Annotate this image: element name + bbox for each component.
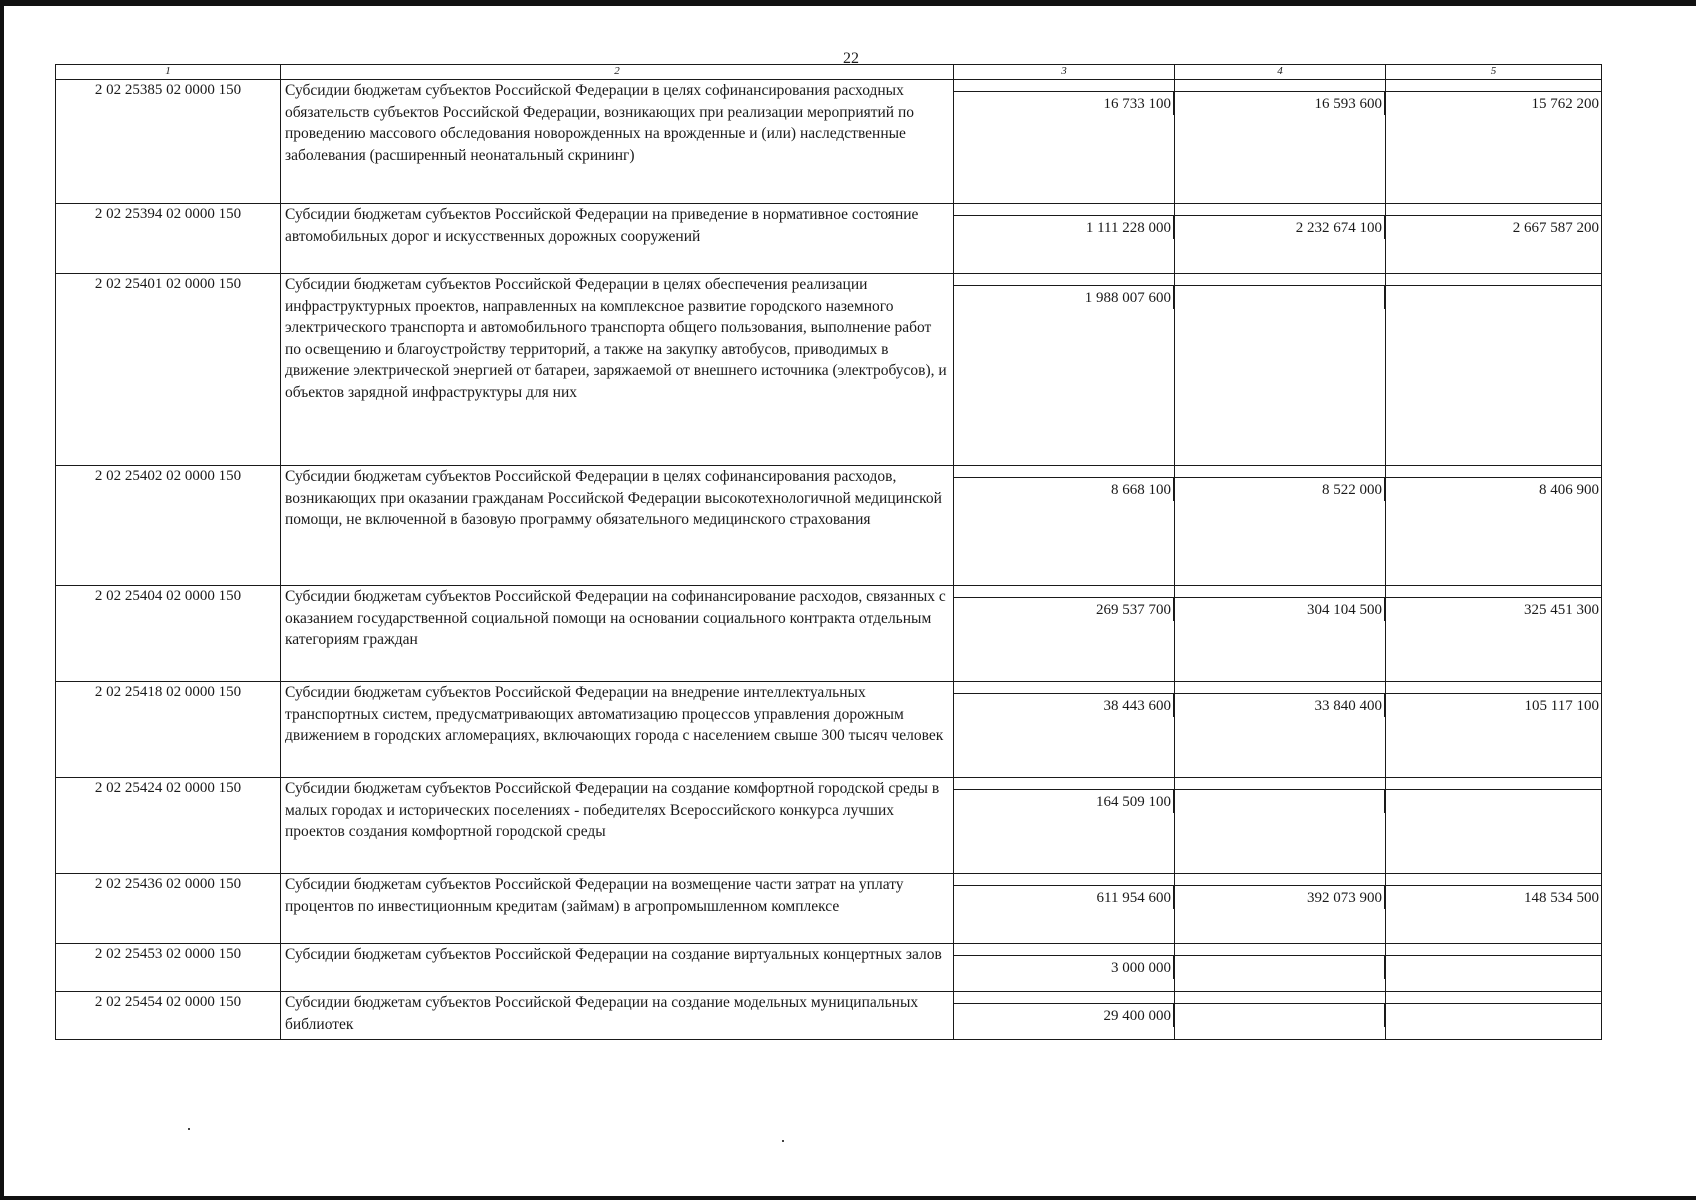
amount-col4-cell [1175,992,1386,1040]
amount-col4-cell [1175,466,1386,586]
amount-col5: 148 534 500 [1386,885,1601,909]
budget-code: 2 02 25453 02 0000 150 [56,944,281,992]
amount-col5-cell [1386,992,1602,1040]
amount-col5-cell [1386,466,1602,586]
amount-col5: 2 667 587 200 [1386,215,1601,239]
subsidy-description: Субсидии бюджетам субъектов Российской Федерации на возмещение части затрат на уплату процентов по инвестиционным кредитам (займам) в агропромышленном комплексе [281,874,954,944]
amount-col3: 1 111 228 000 [954,215,1174,239]
amount-col4-cell [1175,80,1386,204]
amount-col4-cell [1175,778,1386,874]
amount-col4 [1175,789,1385,813]
scan-border-top [0,0,1696,6]
amount-col4-cell [1175,944,1386,992]
amount-col5-cell [1386,586,1602,682]
amount-col3: 3 000 000 [954,955,1174,979]
amount-col4-cell [1175,204,1386,274]
budget-code: 2 02 25424 02 0000 150 [56,778,281,874]
amount-col3-cell [954,466,1175,586]
amount-col3: 611 954 600 [954,885,1174,909]
subsidy-description: Субсидии бюджетам субъектов Российской Федерации в целях софинансирования расходов, возникающих при оказании гражданам Российской Федерации высокотехнологичной медицинской помощи, не включенной в базовую программу обязательного медицинского страхования [281,466,954,586]
amount-col5-cell [1386,204,1602,274]
table-row [56,944,1602,992]
subsidy-description: Субсидии бюджетам субъектов Российской Федерации на внедрение интеллектуальных транспортных систем, предусматривающих автоматизацию процессов управления дорожным движением в городских агломерациях, включающих города с населением свыше 300 тысяч человек [281,682,954,778]
amount-col4: 16 593 600 [1175,91,1385,115]
amount-col4-cell [1175,682,1386,778]
amount-col3-cell [954,992,1175,1040]
subsidy-description: Субсидии бюджетам субъектов Российской Федерации на софинансирование расходов, связанных с оказанием государственной социальной помощи на основании социального контракта отдельным категориям граждан [281,586,954,682]
budget-code: 2 02 25436 02 0000 150 [56,874,281,944]
amount-col3: 29 400 000 [954,1003,1174,1027]
amount-col4: 33 840 400 [1175,693,1385,717]
amount-col4-cell [1175,874,1386,944]
table-row [56,80,1602,204]
budget-code: 2 02 25385 02 0000 150 [56,80,281,204]
amount-col4: 392 073 900 [1175,885,1385,909]
amount-col4: 2 232 674 100 [1175,215,1385,239]
column-header-4: 4 [1175,65,1386,80]
amount-col5-cell [1386,80,1602,204]
amount-col3: 269 537 700 [954,597,1174,621]
amount-col3: 1 988 007 600 [954,285,1174,309]
amount-col3: 164 509 100 [954,789,1174,813]
amount-col5 [1386,285,1601,309]
table-row [56,874,1602,944]
budget-code: 2 02 25394 02 0000 150 [56,204,281,274]
amount-col4: 8 522 000 [1175,477,1385,501]
amount-col5-cell [1386,274,1602,466]
amount-col3-cell [954,80,1175,204]
budget-code: 2 02 25404 02 0000 150 [56,586,281,682]
amount-col4: 304 104 500 [1175,597,1385,621]
scan-border-bottom [0,1196,1696,1200]
amount-col5 [1386,1003,1601,1027]
table-row [56,992,1602,1040]
amount-col5: 8 406 900 [1386,477,1601,501]
amount-col3: 16 733 100 [954,91,1174,115]
subsidy-description: Субсидии бюджетам субъектов Российской Федерации в целях обеспечения реализации инфраструктурных проектов, направленных на комплексное развитие городского наземного электрического транспорта и автомобильного транспорта общего пользования, выполнение работ по освещению и благоустройству территорий, а также на закупку автобусов, приводимых в движение электрической энергией от батареи, заряжаемой от внешнего источника (электробусов), и объектов зарядной инфраструктуры для них [281,274,954,466]
subsidy-description: Субсидии бюджетам субъектов Российской Федерации в целях софинансирования расходных обязательств субъектов Российской Федерации, возникающих при реализации мероприятий по проведению массового обследования новорожденных на врожденные и (или) наследственные заболевания (расширенный неонатальный скрининг) [281,80,954,204]
amount-col5: 15 762 200 [1386,91,1601,115]
column-header-5: 5 [1386,65,1602,80]
table-row [56,466,1602,586]
amount-col3-cell [954,682,1175,778]
amount-col5-cell [1386,682,1602,778]
amount-col4-cell [1175,586,1386,682]
amount-col3-cell [954,204,1175,274]
subsidy-description: Субсидии бюджетам субъектов Российской Федерации на создание виртуальных концертных залов [281,944,954,992]
table-header-row [56,65,1602,80]
amount-col4-cell [1175,274,1386,466]
amount-col3-cell [954,944,1175,992]
amount-col3: 38 443 600 [954,693,1174,717]
scan-speck [782,1140,784,1142]
amount-col4 [1175,1003,1385,1027]
amount-col5: 105 117 100 [1386,693,1601,717]
table-row [56,778,1602,874]
amount-col5 [1386,955,1601,979]
amount-col5-cell [1386,778,1602,874]
amount-col5-cell [1386,944,1602,992]
scan-speck [188,1128,190,1130]
column-header-1: 1 [56,65,281,80]
amount-col5 [1386,789,1601,813]
table-row [56,586,1602,682]
budget-code: 2 02 25402 02 0000 150 [56,466,281,586]
column-header-2: 2 [281,65,954,80]
amount-col5-cell [1386,874,1602,944]
subsidies-table [55,64,1602,1040]
page-number: 22 [843,50,859,67]
amount-col5: 325 451 300 [1386,597,1601,621]
subsidy-description: Субсидии бюджетам субъектов Российской Федерации на создание комфортной городской среды в малых городах и исторических поселениях - победителях Всероссийского конкурса лучших проектов создания комфортной городской среды [281,778,954,874]
amount-col3-cell [954,874,1175,944]
table-row [56,204,1602,274]
amount-col4 [1175,285,1385,309]
table-row [56,274,1602,466]
amount-col3-cell [954,274,1175,466]
scan-border-left [0,0,4,1200]
subsidy-description: Субсидии бюджетам субъектов Российской Федерации на создание модельных муниципальных библиотек [281,992,954,1040]
budget-code: 2 02 25418 02 0000 150 [56,682,281,778]
amount-col3-cell [954,586,1175,682]
subsidy-description: Субсидии бюджетам субъектов Российской Федерации на приведение в нормативное состояние автомобильных дорог и искусственных дорожных сооружений [281,204,954,274]
amount-col3: 8 668 100 [954,477,1174,501]
budget-code: 2 02 25454 02 0000 150 [56,992,281,1040]
amount-col4 [1175,955,1385,979]
column-header-3: 3 [954,65,1175,80]
budget-code: 2 02 25401 02 0000 150 [56,274,281,466]
amount-col3-cell [954,778,1175,874]
table-row [56,682,1602,778]
